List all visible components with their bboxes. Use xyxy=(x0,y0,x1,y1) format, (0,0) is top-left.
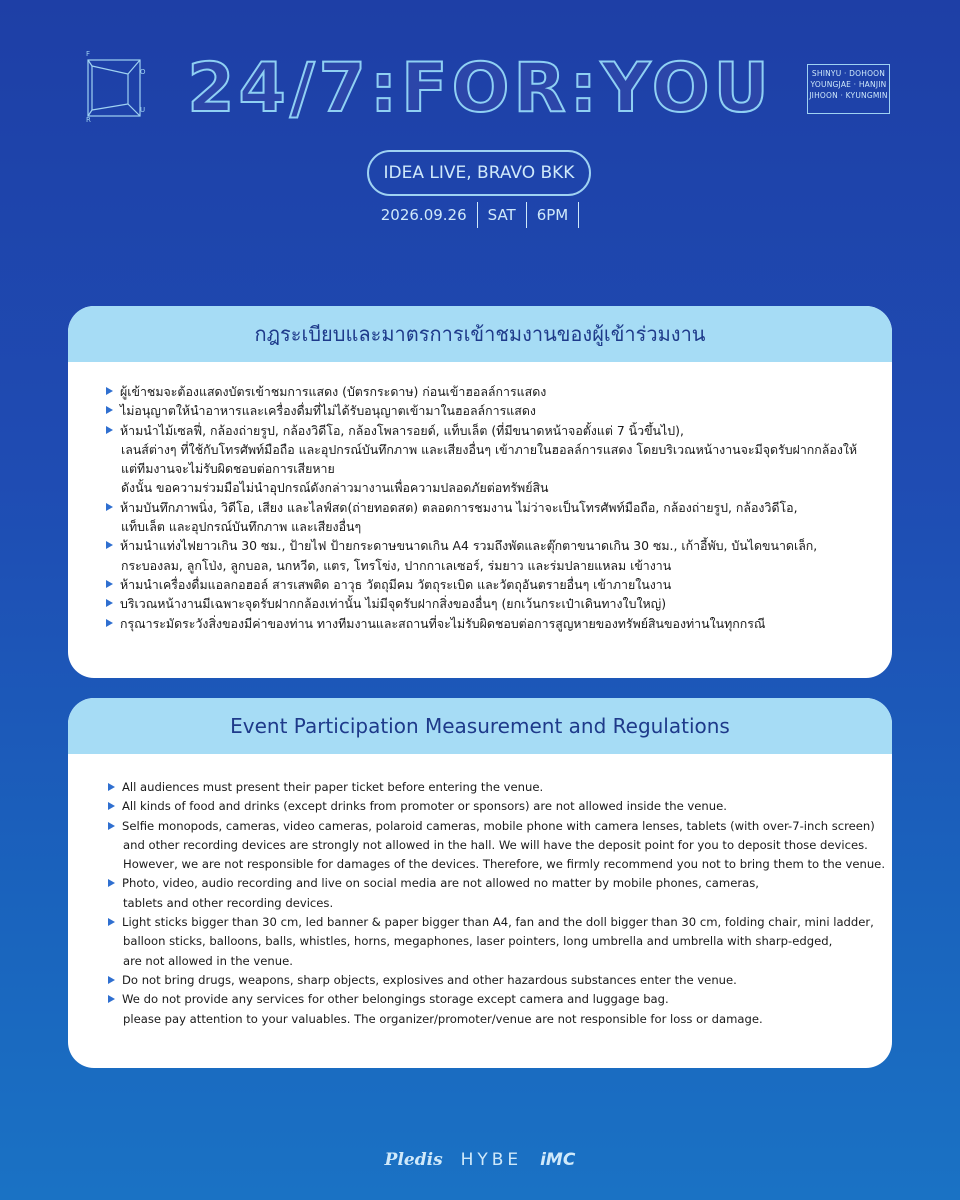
english-regulations-card xyxy=(68,698,892,1068)
rule-item xyxy=(108,817,888,875)
rule-text: Light sticks bigger than 30 cm, led banner & paper bigger than A4, fan and the doll bigger than 30 cm, folding chair, mini ladder, xyxy=(122,915,874,930)
rule-item xyxy=(108,797,888,816)
triangle-bullet-icon xyxy=(106,426,113,434)
triangle-bullet-icon xyxy=(106,599,113,607)
rule-item xyxy=(106,614,886,633)
rule-text: are not allowed in the venue. xyxy=(123,953,293,968)
rule-item xyxy=(108,990,888,1029)
triangle-bullet-icon xyxy=(106,387,113,395)
event-day: SAT xyxy=(478,202,527,228)
logo-letter-r: R xyxy=(86,116,91,124)
rule-item xyxy=(106,421,886,498)
rule-text: Photo, video, audio recording and live on social media are not allowed no matter by mobile phones, cameras, xyxy=(122,876,759,891)
rule-text: แต่ทีมงานจะไม่รับผิดชอบต่อการเสียหาย xyxy=(121,461,335,477)
triangle-bullet-icon xyxy=(108,822,115,830)
thai-rules-list xyxy=(106,382,886,633)
rule-text: กรุณาระมัดระวังสิ่งของมีค่าของท่าน ทางทีมงานและสถานที่จะไม่รับผิดชอบต่อการสูญหายของทรัพย์สินของท่านในทุกกรณี xyxy=(120,615,766,631)
imc-logo: iMC xyxy=(540,1150,576,1170)
rule-text: tablets and other recording devices. xyxy=(123,895,334,910)
event-date: 2026.09.26 xyxy=(381,202,478,228)
rule-text: and other recording devices are strongly not allowed in the hall. We will have the deposit point for you to deposit those devices. xyxy=(123,837,868,852)
event-time: 6PM xyxy=(527,202,580,228)
triangle-bullet-icon xyxy=(108,976,115,984)
sponsor-logos xyxy=(0,1150,960,1180)
rule-item xyxy=(106,382,886,401)
triangle-bullet-icon xyxy=(108,879,115,887)
rule-text: We do not provide any services for other belongings storage except camera and luggage bag. xyxy=(122,992,669,1007)
rule-text: ผู้เข้าชมจะต้องแสดงบัตรเข้าชมการแสดง (บัตรกระดาษ) ก่อนเข้าฮอลล์การแสดง xyxy=(120,384,547,399)
rule-text: ดังนั้น ขอความร่วมมือไม่นำอุปกรณ์ดังกล่าวมางานเพื่อความปลอดภัยต่อทรัพย์สิน xyxy=(121,480,549,496)
rule-text: บริเวณหน้างานมีเฉพาะจุดรับฝากกล้องเท่านั้น ไม่มีจุดรับฝากสิ่งของอื่นๆ (ยกเว้นกระเป๋าเดินทางใบใหญ่) xyxy=(120,596,667,612)
rule-text: Selfie monopods, cameras, video cameras, polaroid cameras, mobile phone with camera lenses, tablets (with over-7-inch screen) xyxy=(122,818,875,833)
date-row xyxy=(0,202,960,228)
rule-item xyxy=(106,575,886,594)
rule-text: ห้ามนำไม้เซลฟี่, กล้องถ่ายรูป, กล้องวิดีโอ, กล้องโพลารอยด์, แท็บเล็ต (ที่มีขนาดหน้าจอตั้งแต่ 7 นิ้วขึ้นไป), xyxy=(120,422,684,438)
logo-letter-f: F xyxy=(86,50,91,58)
rule-text: ห้ามนำแท่งไฟยาวเกิน 30 ซม., ป้ายไฟ ป้ายกระดาษขนาดเกิน A4 รวมถึงพัดและตุ๊กตาขนาดเกิน 30 ซม., เก้าอี้พับ, บันไดขนาดเล็ก, xyxy=(120,538,818,554)
members-line: YOUNGJAE · HANJIN xyxy=(810,80,887,89)
card-title: Event Participation Measurement and Regulations xyxy=(68,698,892,754)
rule-item xyxy=(106,594,886,613)
triangle-bullet-icon xyxy=(106,503,113,511)
rule-item xyxy=(108,778,888,797)
thai-regulations-card xyxy=(68,306,892,678)
rule-text: แท็บเล็ต และอุปกรณ์บันทึกภาพ และเสียงอื่นๆ xyxy=(121,519,362,535)
logo-letter-o: O xyxy=(140,68,146,76)
rule-item xyxy=(106,401,886,420)
triangle-bullet-icon xyxy=(106,541,113,549)
triangle-bullet-icon xyxy=(106,619,113,627)
rule-item xyxy=(106,498,886,537)
rule-text: balloon sticks, balloons, balls, whistles, horns, megaphones, laser pointers, long umbrella and umbrella with sharp-edged, xyxy=(123,934,833,949)
rule-text: please pay attention to your valuables. The organizer/promoter/venue are not responsible for loss or damage. xyxy=(123,1011,763,1026)
logo-letter-u: U xyxy=(140,106,146,114)
rule-text: However, we are not responsible for damages of the devices. Therefore, we firmly recommend you not to bring them to the venue. xyxy=(123,857,886,872)
rule-text: All audiences must present their paper ticket before entering the venue. xyxy=(122,780,544,794)
rule-text: ไม่อนุญาตให้นำอาหารและเครื่องดื่มที่ไม่ได้รับอนุญาตเข้ามาในฮอลล์การแสดง xyxy=(120,403,536,419)
rule-text: All kinds of food and drinks (except drinks from promoter or sponsors) are not allowed inside the venue. xyxy=(122,799,727,814)
triangle-bullet-icon xyxy=(108,918,115,926)
four-logo xyxy=(70,52,160,124)
members-line: JIHOON · KYUNGMIN xyxy=(809,91,888,100)
english-rules-list xyxy=(108,778,888,1029)
rule-text: เลนส์ต่างๆ ที่ใช้กับโทรศัพท์มือถือ และอุปกรณ์บันทึกภาพ และเสียงอื่นๆ เข้าภายในฮอลล์การแสดง โดยบริเวณหน้างานจะมีจุดรับฝากกล้องให้ xyxy=(121,441,858,457)
card-title: กฎระเบียบและมาตรการเข้าชมงานของผู้เข้าร่วมงาน xyxy=(68,306,892,362)
triangle-bullet-icon xyxy=(108,802,115,810)
members-line: SHINYU · DOHOON xyxy=(811,69,886,78)
rule-text: ห้ามบันทึกภาพนิ่ง, วิดีโอ, เสียง และไลฟ์สด(ถ่ายทอดสด) ตลอดการชมงาน ไม่ว่าจะเป็นโทรศัพท์มือถือ, กล้องถ่ายรูป, กล้องวิดีโอ, xyxy=(120,499,798,515)
rule-text: ห้ามนำเครื่องดื่มแอลกอฮอล์ สารเสพติด อาวุธ วัตถุมีคม วัตถุระเบิด และวัตถุอันตรายอื่นๆ เข้าภายในงาน xyxy=(120,576,672,592)
triangle-bullet-icon xyxy=(106,406,113,414)
rule-text: กระบองลม, ลูกโป่ง, ลูกบอล, นกหวีด, แตร, โทรโข่ง, ปากกาเลเซอร์, ร่มยาว และร่มปลายแหลม เข้างาน xyxy=(121,557,672,573)
triangle-bullet-icon xyxy=(108,995,115,1003)
four-logo-icon xyxy=(70,52,160,124)
rule-text: Do not bring drugs, weapons, sharp objects, explosives and other hazardous substances enter the venue. xyxy=(122,972,737,987)
triangle-bullet-icon xyxy=(108,783,115,791)
pledis-logo: Pledis xyxy=(384,1150,443,1170)
members-box xyxy=(807,64,890,114)
rule-item xyxy=(108,913,888,971)
hybe-logo: HYBE xyxy=(460,1150,523,1170)
venue-badge: IDEA LIVE, BRAVO BKK xyxy=(367,150,591,196)
event-title: 24/7:FOR:YOU xyxy=(187,49,773,128)
rule-item xyxy=(108,874,888,913)
triangle-bullet-icon xyxy=(106,580,113,588)
rule-item xyxy=(108,971,888,990)
rule-item xyxy=(106,536,886,575)
